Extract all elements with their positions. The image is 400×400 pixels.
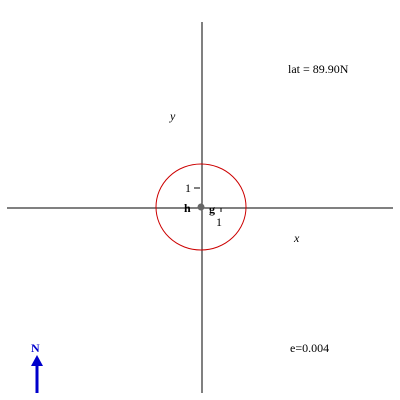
center-point (198, 204, 205, 211)
y-axis-label: y (170, 109, 176, 123)
point-h-label: h (184, 201, 191, 215)
y-tick-label: 1 (185, 181, 191, 195)
latitude-label: lat = 89.90N (288, 62, 349, 76)
eccentricity-label: e=0.004 (290, 341, 330, 355)
north-label: N (31, 341, 40, 355)
point-g-label: g (209, 202, 215, 216)
x-axis-label: x (294, 231, 300, 245)
x-tick-label: 1 (216, 215, 222, 229)
north-arrow-icon (31, 341, 43, 393)
